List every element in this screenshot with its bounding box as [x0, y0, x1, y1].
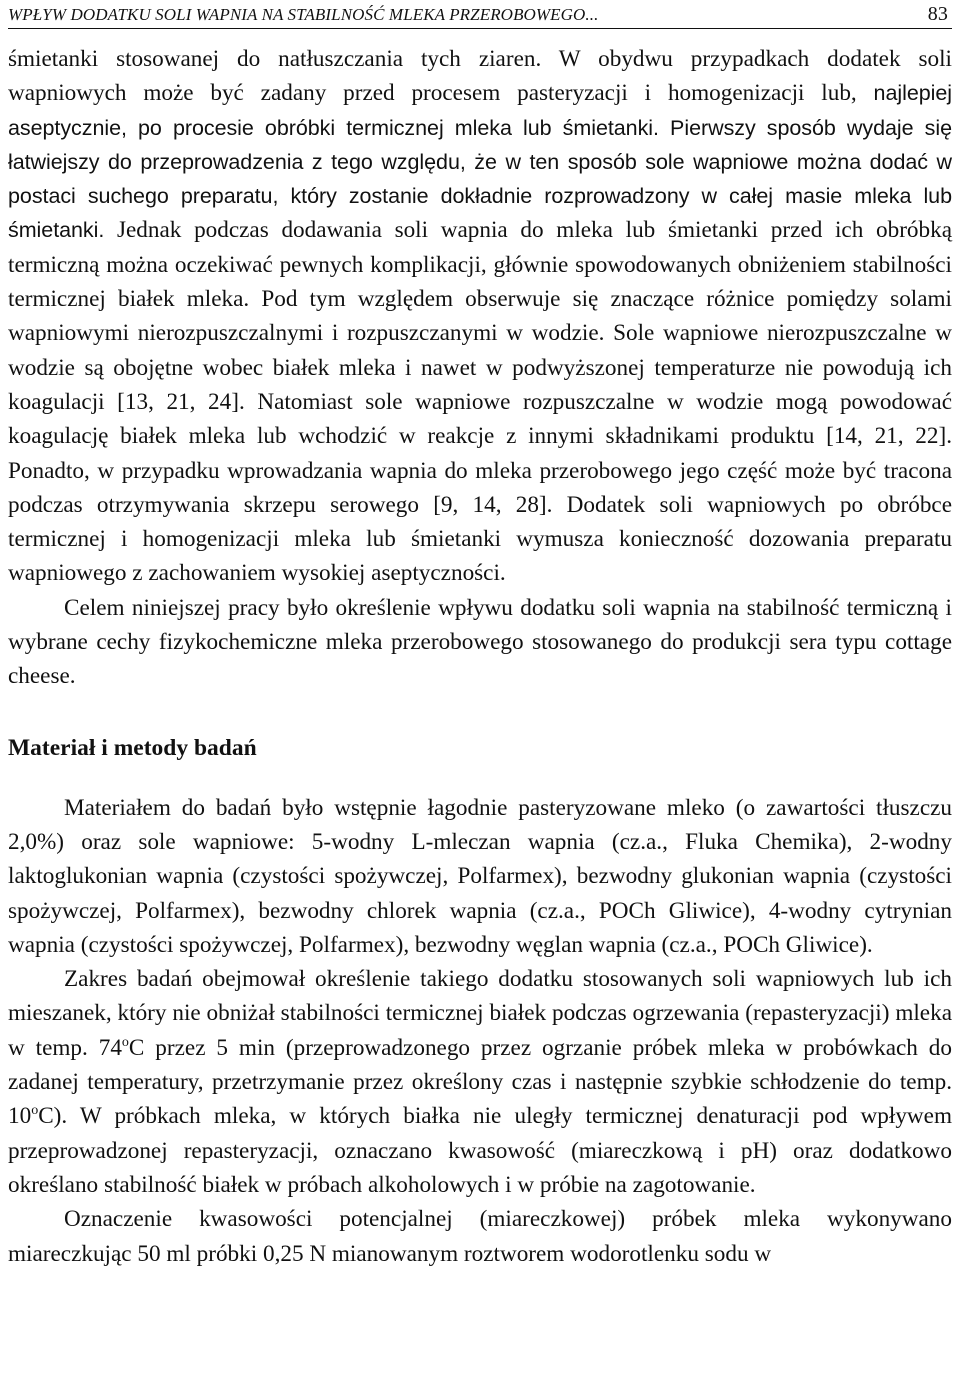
paragraph-text-sans: najlepiej aseptycznie, po procesie obróbki termicznej mleka lub śmietanki. Pierwszy sposób wydaje się łatwiejszy do przeprowadzenia z tego względu, że w ten sposób sole wapniowe można dodać w postaci suchego preparatu, który zostanie dokładnie rozprowadzony w całej masie mleka lub śmietanki.: [8, 81, 952, 243]
paragraph-text: Jednak podczas dodawania soli wapnia do mleka lub śmietanki przed ich obróbką termiczną można oczekiwać pewnych komplikacji, głównie spowodowanych obniżeniem stabilności termicznej białek mleka. Pod tym względem obserwuje się znaczące różnice pomiędzy solami wapniowymi nierozpuszczalnymi i rozpuszczanymi w wodzie. Sole wapniowe nierozpuszczalne w wodzie są obojętne wobec białek mleka i nawet w podwyższonej temperaturze nie powodują ich koagulacji [13, 21, 24]. Natomiast sole wapniowe rozpuszczalne w wodzie mogą powodować koagulację białek mleka lub wchodzić w reakcje z innymi składnikami produktu [14, 21, 22]. Ponadto, w przypadku wprowadzania wapnia do mleka przerobowego jego część może być tracona podczas otrzymywania skrzepu serowego [9, 14, 28]. Dodatek soli wapniowych po obróbce termicznej i homogenizacji mleka lub śmietanki wymusza konieczność dozowania preparatu wapniowego z zachowaniem wysokiej aseptyczności.: [8, 217, 952, 587]
document-body: [8, 42, 952, 1271]
paragraph-introduction-continued: [8, 42, 952, 591]
paragraph-text: Zakres badań obejmował określenie takiego dodatku stosowanych soli wapniowych lub ich mieszanek, który nie obniżał stabilności termicznej białek podczas ogrzewania (repasteryzacji) mleka w temp. 74: [8, 966, 952, 1061]
section-heading: Materiał i metody badań: [8, 734, 257, 761]
degree-superscript: o: [121, 1034, 129, 1050]
paragraph-text: śmietanki stosowanej do natłuszczania tych ziaren. W obydwu przypadkach dodatek soli wapniowych może być zadany przed procesem pasteryzacji i homogenizacji lub,: [8, 46, 952, 107]
paragraph-text: C przez 5 min (przeprowadzonego przez ogrzanie próbek mleka w probówkach do zadanej temperatury, przetrzymanie przez określony czas i następnie szybkie schłodzenie do temp. 10: [8, 1034, 952, 1130]
page-number: 83: [927, 3, 948, 25]
paragraph-aim: Celem niniejszej pracy było określenie wpływu dodatku soli wapnia na stabilność termiczną i wybrane cechy fizykochemiczne mleka przerobowego stosowanego do produkcji sera typu cottage cheese.: [8, 594, 952, 690]
paragraph-acidity-method: Oznaczenie kwasowości potencjalnej (miareczkowej) próbek mleka wykonywano miareczkując 50 ml próbki 0,25 N mianowanym roztworem wodorotlenku sodu w: [8, 1206, 952, 1267]
degree-superscript: o: [31, 1103, 39, 1119]
paragraph-scope: [8, 962, 952, 1202]
running-header: [8, 0, 952, 29]
running-title: WPŁYW DODATKU SOLI WAPNIA NA STABILNOŚĆ MLEKA PRZEROBOWEGO...: [8, 5, 599, 24]
paragraph-text: C). W próbkach mleka, w których białka nie uległy termicznej denaturacji pod wpływem przeprowadzonej repasteryzacji, oznaczano kwasowość (miareczkową i pH) oraz dodatkowo określano stabilność białek w próbach alkoholowych i w próbie na zagotowanie.: [8, 1103, 952, 1198]
document-page: [8, 0, 952, 1271]
paragraph-materials: Materiałem do badań było wstępnie łagodnie pasteryzowane mleko (o zawartości tłuszczu 2,0%) oraz sole wapniowe: 5-wodny L-mleczan wapnia (cz.a., Fluka Chemika), 2-wodny laktoglukonian wapnia (czystości spożywczej, Polfarmex), bezwodny glukonian wapnia (czystości spożywczej, Polfarmex), bezwodny chlorek wapnia (cz.a., POCh Gliwice), 4-wodny cytrynian wapnia (czystości spożywczej, Polfarmex), bezwodny węglan wapnia (cz.a., POCh Gliwice).: [8, 794, 952, 958]
